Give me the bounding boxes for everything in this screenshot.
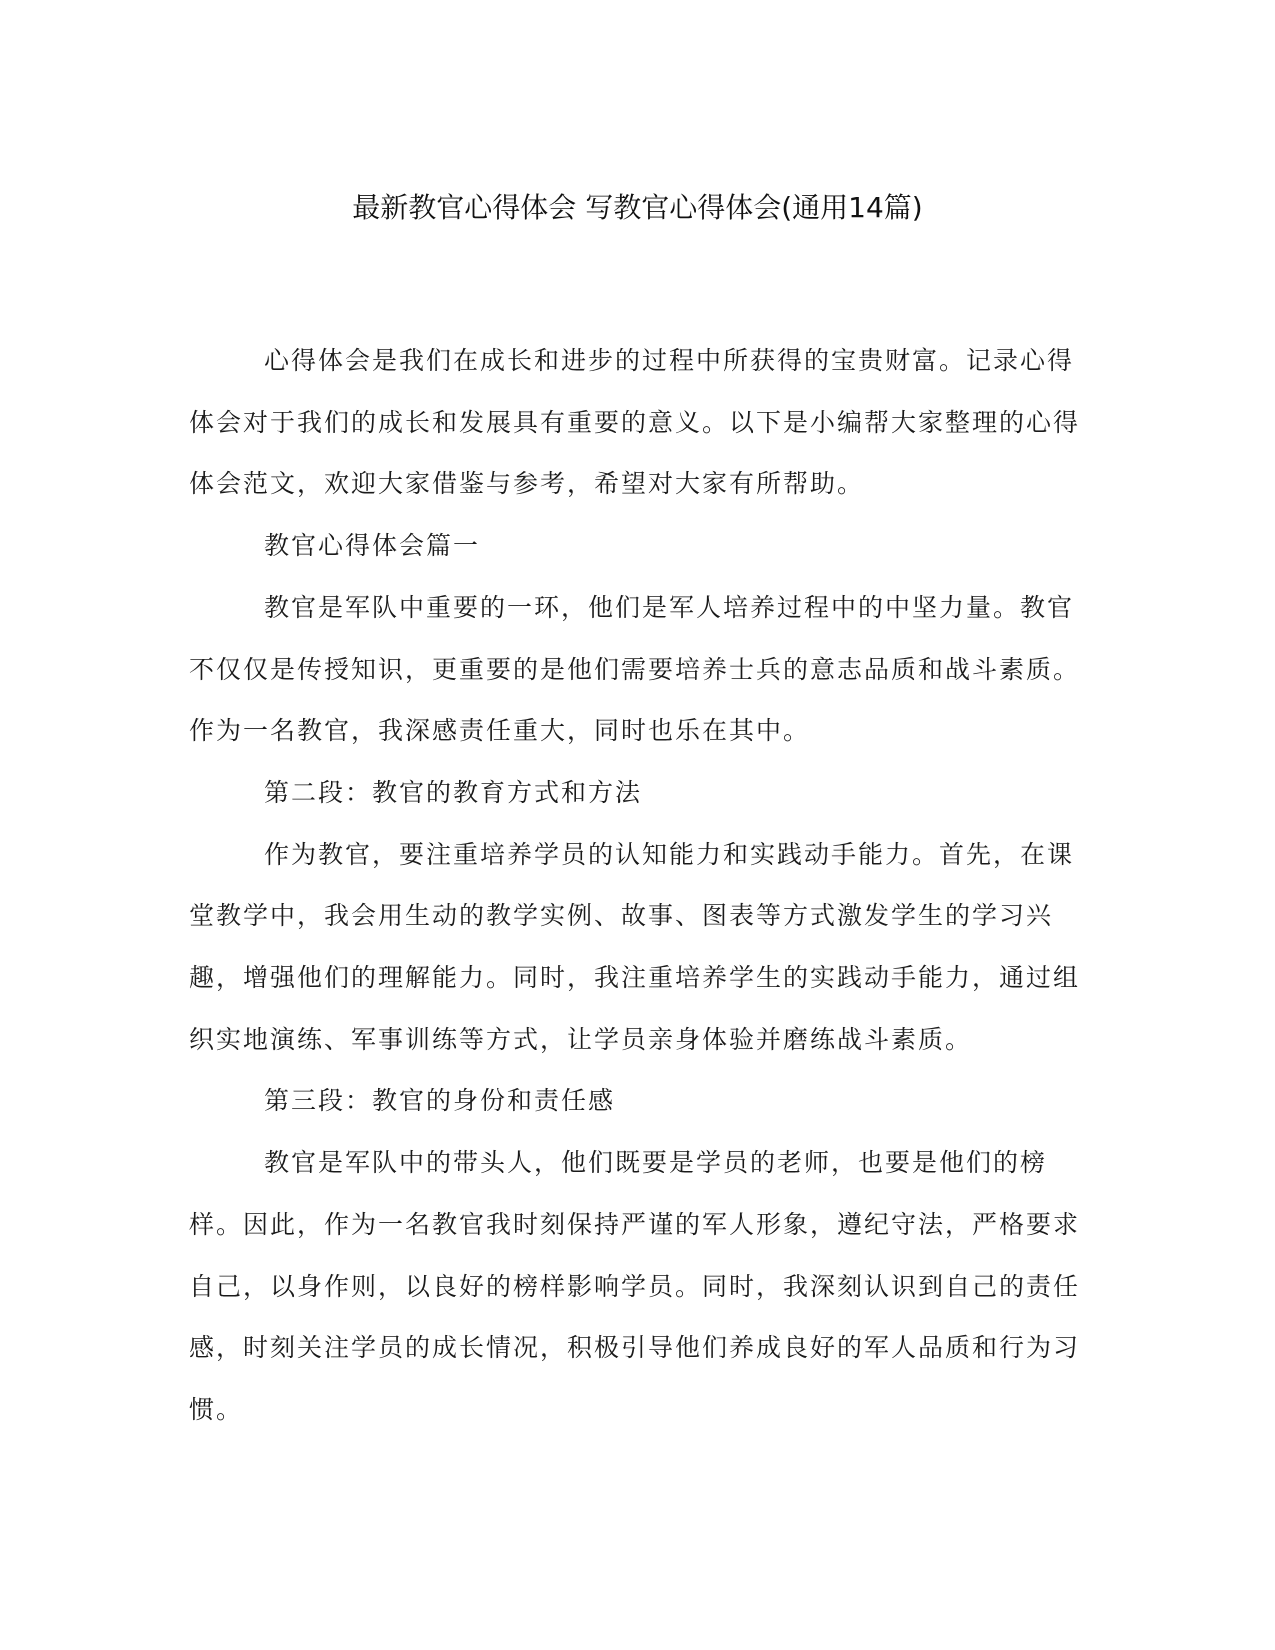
document-title: 最新教官心得体会 写教官心得体会(通用14篇) [352, 191, 923, 224]
paragraph-part-two: 作为教官，要注重培养学员的认知能力和实践动手能力。首先，在课堂教学中，我会用生动的教学实例、故事、图表等方式激发学生的学习兴趣，增强他们的理解能力。同时，我注重培养学生的实践动手能力，通过组织实地演练、军事训练等方式，让学员亲身体验并磨练战斗素质。 [189, 839, 1081, 1054]
section-heading-part-two: 第二段：教官的教育方式和方法 [264, 777, 643, 807]
section-heading-part-one: 教官心得体会篇一 [264, 531, 481, 561]
document-body [189, 330, 1084, 1441]
section-heading-part-three: 第三段：教官的身份和责任感 [264, 1086, 616, 1116]
paragraph-part-three: 教官是军队中的带头人，他们既要是学员的老师，也要是他们的榜样。因此，作为一名教官我时刻保持严谨的军人形象，遵纪守法，严格要求自己，以身作则，以良好的榜样影响学员。同时，我深刻认识到自己的责任感，时刻关注学员的成长情况，积极引导他们养成良好的军人品质和行为习惯。 [189, 1148, 1081, 1424]
paragraph-part-one: 教官是军队中重要的一环，他们是军人培养过程中的中坚力量。教官不仅仅是传授知识，更重要的是他们需要培养士兵的意志品质和战斗素质。作为一名教官，我深感责任重大，同时也乐在其中。 [189, 592, 1081, 746]
paragraph-intro: 心得体会是我们在成长和进步的过程中所获得的宝贵财富。记录心得体会对于我们的成长和发展具有重要的意义。以下是小编帮大家整理的心得体会范文，欢迎大家借鉴与参考，希望对大家有所帮助。 [189, 346, 1081, 499]
